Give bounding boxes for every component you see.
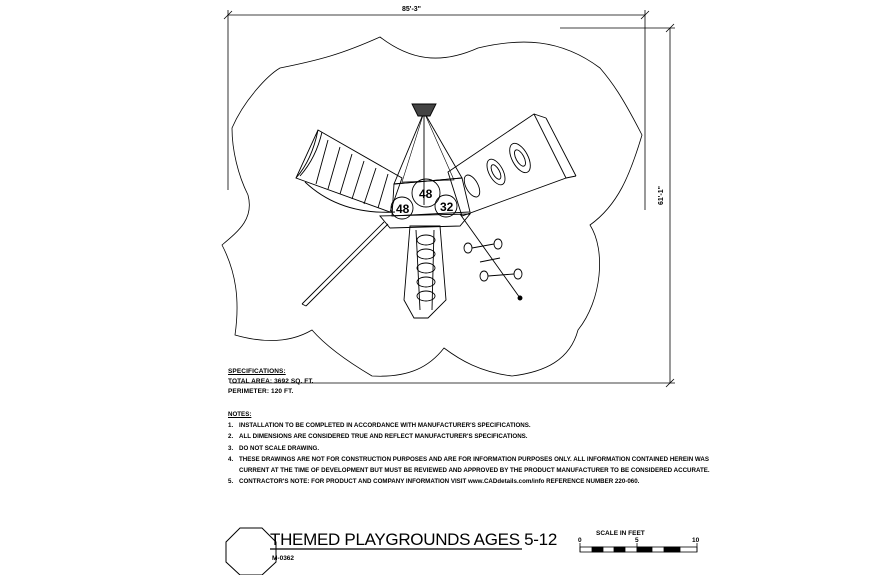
scale-bar (580, 543, 697, 552)
note-text: CONTRACTOR'S NOTE: FOR PRODUCT AND COMPANY INFORMATION VISIT www.CADdetails.com/info REFERENCE NUMBER 220-060. (239, 478, 640, 486)
note-number: 3. (228, 444, 234, 452)
note-item (228, 420, 728, 431)
slide-pole (302, 222, 388, 306)
drawing-code: M-0362 (272, 555, 295, 562)
note-number: 2. (228, 433, 234, 441)
note-item (228, 443, 728, 454)
total-area: TOTAL AREA: 3692 SQ. FT. (228, 378, 314, 385)
note-number: 1. (228, 422, 234, 430)
play-structure (296, 104, 576, 318)
scale-label: SCALE IN FEET (596, 530, 645, 537)
note-item (228, 454, 728, 476)
left-slide (296, 130, 402, 212)
deck-height-label: 32 (440, 200, 454, 214)
notes-heading: NOTES: (228, 411, 252, 418)
spinner-elements (460, 214, 522, 300)
note-text: ALL DIMENSIONS ARE CONSIDERED TRUE AND REFLECT MANUFACTURER'S SPECIFICATIONS. (239, 433, 528, 441)
deck-height-label: 48 (419, 187, 433, 201)
notes-block (228, 409, 728, 487)
width-dimension-label: 85'-3" (402, 6, 421, 13)
specifications-block (228, 367, 314, 397)
logo-badge (226, 528, 276, 575)
note-item (228, 476, 728, 487)
height-dimension-label: 61'-1" (658, 186, 665, 205)
note-text: DO NOT SCALE DRAWING. (239, 444, 320, 452)
scale-tick-label: 5 (635, 537, 639, 544)
bottom-climber (404, 226, 446, 318)
note-number: 4. (228, 455, 234, 463)
perimeter: PERIMETER: 120 FT. (228, 388, 294, 395)
note-item (228, 431, 728, 442)
deck-height-label: 48 (396, 202, 410, 216)
scale-tick-label: 0 (578, 537, 582, 544)
note-text: INSTALLATION TO BE COMPLETED IN ACCORDANCE WITH MANUFACTURER'S SPECIFICATIONS. (239, 422, 531, 430)
specifications-heading: SPECIFICATIONS: (228, 368, 286, 375)
scale-tick-label: 10 (692, 537, 700, 544)
drawing-title: THEMED PLAYGROUNDS AGES 5-12 (270, 530, 557, 549)
note-text: THESE DRAWINGS ARE NOT FOR CONSTRUCTION PURPOSES AND ARE FOR INFORMATION PURPOSES ONLY. ALL INFORMATION CONTAINED HEREIN WAS CURRENT AT THE TIME OF DEVELOPMENT BUT MUST BE REVIEWED AND APPROVED BY THE PRODUCT MANUFACTURER TO BE CONSIDERED ACCURATE. (239, 455, 710, 475)
safety-zone-boundary (222, 37, 642, 376)
note-number: 5. (228, 478, 234, 486)
